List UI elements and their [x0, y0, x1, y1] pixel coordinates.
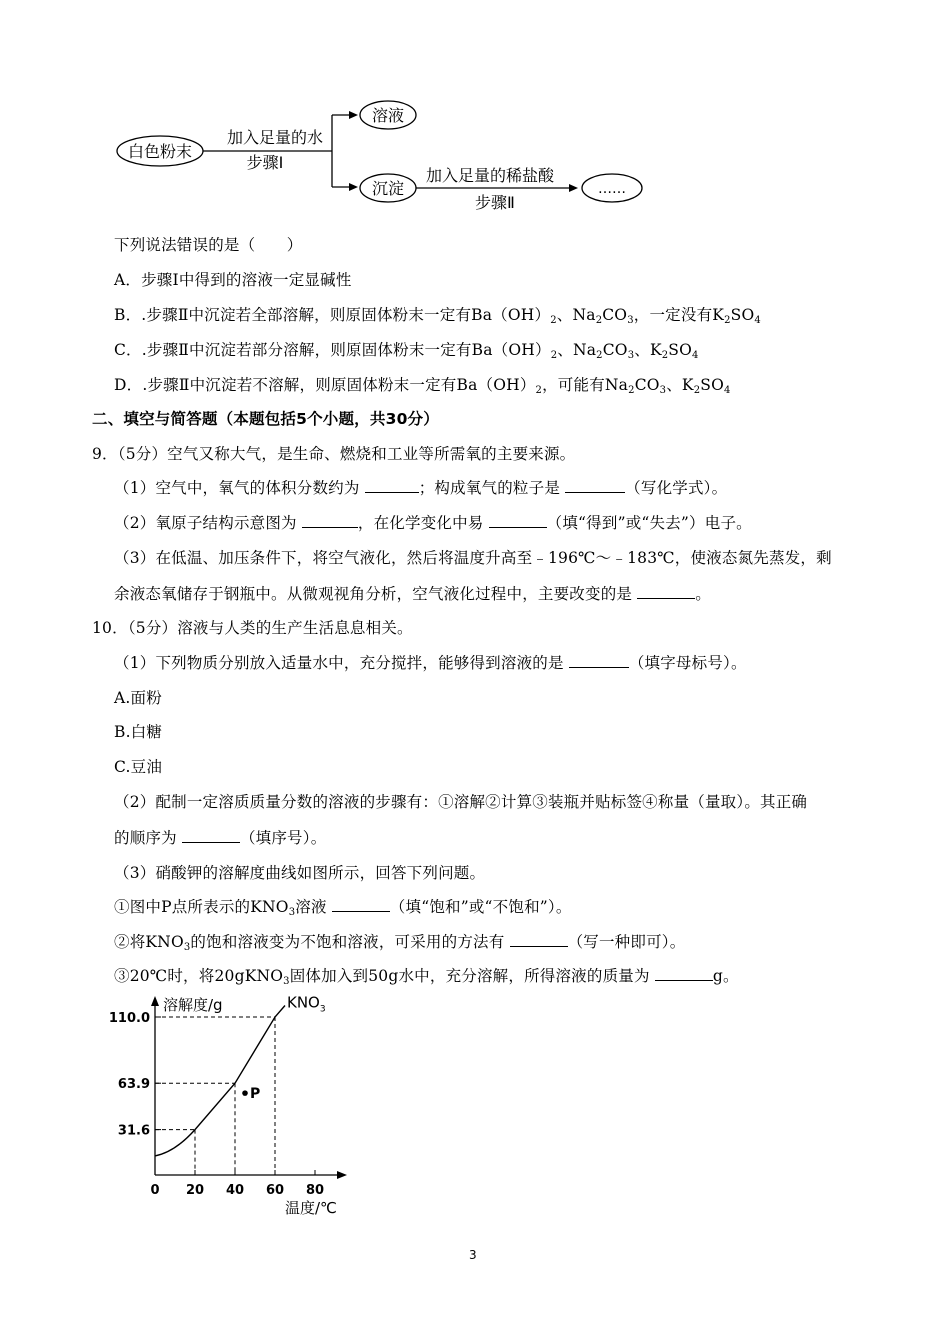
series-label: $KNO_3$	[287, 993, 326, 1015]
flow-step2-label: 步骤Ⅱ	[475, 193, 515, 212]
q8-stem: 下列说法错误的是（ ）	[114, 236, 303, 254]
page-number: 3	[469, 1248, 477, 1262]
q8-option-b: B．.步骤Ⅱ中沉淀若全部溶解，则原固体粉末一定有$Ba(OH)_2$、$Na_2CO_3$，一定没有$K_2SO_4$	[114, 306, 761, 326]
q10-option-b: B.白糖	[114, 723, 163, 741]
point-p-label: P	[250, 1086, 261, 1103]
q9-part3-line1: （3）在低温、加压条件下，将空气液化，然后将温度升高至﹣196℃～﹣183℃，使液态氮先蒸发，剩	[114, 549, 832, 567]
q10-part1: （1）下列物质分别放入适量水中，充分搅拌，能够得到溶液的是 （填字母标号）。	[114, 654, 747, 672]
q10-part3: （3）硝酸钾的溶解度曲线如图所示，回答下列问题。	[114, 864, 486, 882]
flow-step2-action: 加入足量的稀盐酸	[425, 166, 555, 185]
x-axis-label: 温度/℃	[285, 1199, 337, 1217]
flow-precipitate-text: 沉淀	[371, 179, 405, 198]
q8-option-a: A．步骤Ⅰ中得到的溶液一定显碱性	[114, 271, 352, 289]
solubility-chart	[100, 990, 360, 1220]
section-heading: 二、填空与简答题（本题包括5个小题，共30分）	[92, 410, 439, 428]
y-tick-label-31.6: 31.6	[117, 1123, 150, 1139]
q10-part2-line2: 的顺序为 （填序号）。	[114, 829, 327, 847]
flow-step1-action: 加入足量的水	[226, 128, 324, 147]
y-axis-label: 溶解度/g	[163, 996, 223, 1014]
flow-solution-text: 溶液	[371, 106, 405, 125]
kno3-curve	[155, 1006, 285, 1156]
x-tick-label-80: 80	[305, 1183, 325, 1198]
q9-part1: （1）空气中，氧气的体积分数约为 ；构成氧气的粒子是 （写化学式）。	[114, 479, 728, 497]
x-tick-label-0: 0	[150, 1183, 160, 1198]
q8-option-d: D．.步骤Ⅱ中沉淀若不溶解，则原固体粉末一定有$Ba(OH)_2$，可能有$Na_2CO_3$、$K_2SO_4$	[114, 376, 731, 396]
y-axis-arrow	[151, 996, 159, 1006]
q10-part2-line1: （2）配制一定溶质质量分数的溶液的步骤有：①溶解②计算③装瓶并贴标签④称量（量取）。其正确	[114, 793, 808, 811]
x-tick-label-20: 20	[185, 1183, 205, 1198]
point-p-marker	[242, 1090, 248, 1096]
q10-sub2: ②将$KNO_3$的饱和溶液变为不饱和溶液，可采用的方法有 （写一种即可）。	[114, 933, 686, 953]
q10-sub3: ③20℃时，将20gKNO$_3$固体加入到50g水中，充分溶解，所得溶液的质量为 g。	[114, 967, 739, 987]
y-tick-label-110.0: 110.0	[108, 1011, 150, 1026]
flow-diagram	[110, 95, 650, 215]
x-tick-label-40: 40	[225, 1183, 245, 1198]
q9-stem: 9．（5分）空气又称大气，是生命、燃烧和工业等所需氧的主要来源。	[92, 445, 576, 463]
flow-start-text: 白色粉末	[127, 142, 193, 161]
q10-stem: 10．（5分）溶液与人类的生产生活息息相关。	[92, 619, 413, 637]
y-tick-label-63.9: 63.9	[117, 1077, 150, 1093]
x-axis-arrow	[337, 1171, 347, 1179]
flow-step1-label: 步骤Ⅰ	[246, 153, 284, 172]
q8-option-c: C．.步骤Ⅱ中沉淀若部分溶解，则原固体粉末一定有$Ba(OH)_2$、$Na_2CO_3$、$K_2SO_4$	[114, 341, 699, 361]
q9-part3-line2: 余液态氧储存于钢瓶中。从微观视角分析，空气液化过程中，主要改变的是 。	[114, 585, 711, 603]
q10-option-c: C.豆油	[114, 758, 163, 776]
q10-option-a: A.面粉	[114, 689, 162, 707]
q9-part2: （2）氧原子结构示意图为 ，在化学变化中易 （填“得到”或“失去”）电子。	[114, 514, 752, 532]
q10-sub1: ①图中P点所表示的$KNO_3$溶液 （填“饱和”或“不饱和”）。	[114, 898, 572, 918]
x-tick-label-60: 60	[265, 1183, 285, 1198]
flow-end-text: ……	[598, 181, 626, 197]
